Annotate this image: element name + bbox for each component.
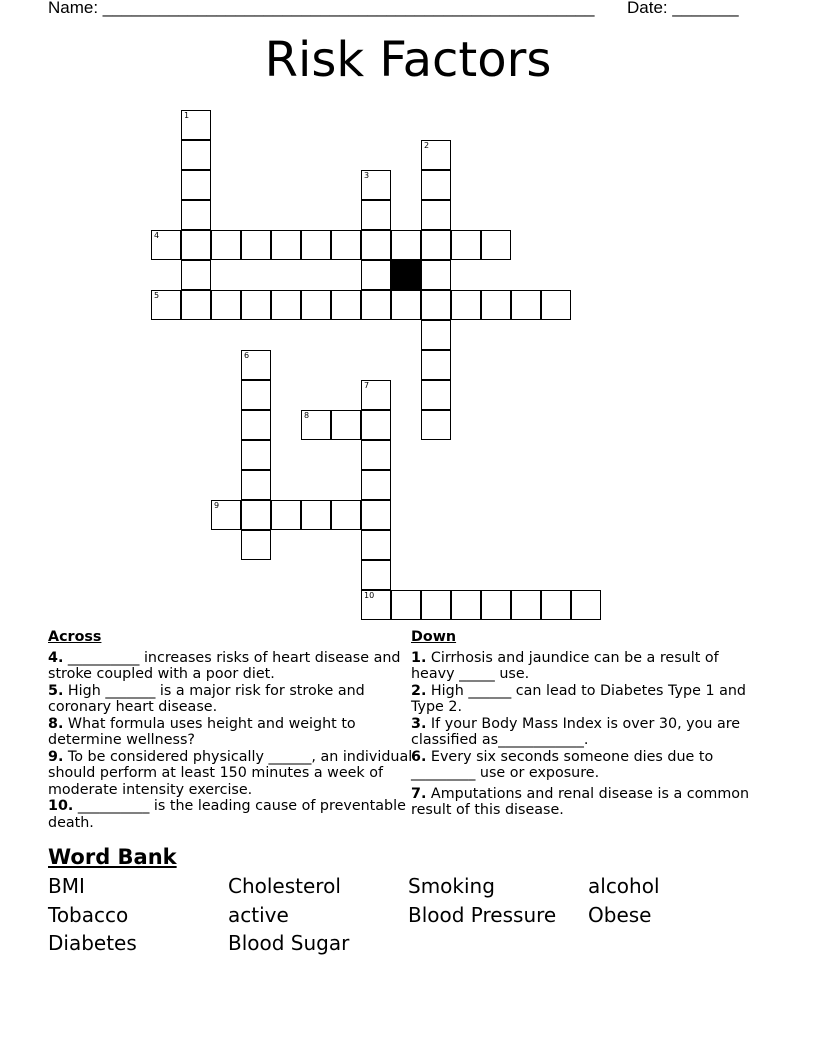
across-clues bbox=[48, 629, 413, 831]
crossword-cell[interactable] bbox=[271, 290, 301, 320]
crossword-cell[interactable] bbox=[421, 380, 451, 410]
word-bank-item: alcohol bbox=[588, 874, 660, 898]
crossword-cell[interactable] bbox=[421, 290, 451, 320]
crossword-cell[interactable] bbox=[301, 410, 331, 440]
crossword-cell[interactable] bbox=[361, 590, 391, 620]
crossword-cell[interactable] bbox=[421, 200, 451, 230]
clue-number: 8 bbox=[304, 411, 310, 420]
crossword-cell[interactable] bbox=[181, 140, 211, 170]
crossword-cell[interactable] bbox=[211, 500, 241, 530]
clue-number: 1 bbox=[184, 111, 190, 120]
clue-number: 7 bbox=[364, 381, 370, 390]
black-square bbox=[391, 260, 421, 290]
word-bank-item: Cholesterol bbox=[228, 874, 341, 898]
crossword-cell[interactable] bbox=[421, 260, 451, 290]
crossword-cell[interactable] bbox=[181, 200, 211, 230]
crossword-cell[interactable] bbox=[241, 230, 271, 260]
crossword-cell[interactable] bbox=[421, 410, 451, 440]
clue-down-7: 7. Amputations and renal disease is a common result of this disease. bbox=[411, 785, 750, 818]
clue-down-3: 3. If your Body Mass Index is over 30, you are classified as____________. bbox=[411, 715, 741, 748]
word-bank-item: Diabetes bbox=[48, 931, 137, 955]
name-field-label: Name: ____________________________________________________ bbox=[48, 0, 595, 17]
crossword-cell[interactable] bbox=[481, 290, 511, 320]
crossword-cell[interactable] bbox=[181, 170, 211, 200]
clue-number: 9 bbox=[214, 501, 220, 510]
crossword-cell[interactable] bbox=[331, 410, 361, 440]
clue-down-6: 6. Every six seconds someone dies due to _________ use or exposure. bbox=[411, 748, 714, 781]
crossword-cell[interactable] bbox=[331, 290, 361, 320]
crossword-cell[interactable] bbox=[361, 470, 391, 500]
crossword-cell[interactable] bbox=[361, 290, 391, 320]
crossword-cell[interactable] bbox=[181, 290, 211, 320]
crossword-cell[interactable] bbox=[361, 440, 391, 470]
crossword-cell[interactable] bbox=[451, 590, 481, 620]
crossword-cell[interactable] bbox=[421, 140, 451, 170]
crossword-cell[interactable] bbox=[541, 290, 571, 320]
crossword-cell[interactable] bbox=[361, 170, 391, 200]
crossword-cell[interactable] bbox=[181, 230, 211, 260]
page-title: Risk Factors bbox=[264, 32, 552, 88]
crossword-cell[interactable] bbox=[361, 380, 391, 410]
clue-across-9: 9. To be considered physically ______, an individual should perform at least 150 minutes a week of moderate intensity exercise. bbox=[48, 748, 413, 798]
down-clues bbox=[411, 629, 766, 819]
word-bank-item: Tobacco bbox=[48, 903, 129, 927]
clue-across-5: 5. High _______ is a major risk for stroke and coronary heart disease. bbox=[48, 682, 365, 715]
crossword-cell[interactable] bbox=[181, 110, 211, 140]
clue-number: 10 bbox=[364, 591, 375, 600]
clue-number: 2 bbox=[424, 141, 430, 150]
crossword-cell[interactable] bbox=[241, 500, 271, 530]
crossword-cell[interactable] bbox=[241, 470, 271, 500]
crossword-cell[interactable] bbox=[151, 230, 181, 260]
crossword-cell[interactable] bbox=[181, 260, 211, 290]
crossword-cell[interactable] bbox=[271, 230, 301, 260]
crossword-cell[interactable] bbox=[301, 290, 331, 320]
crossword-cell[interactable] bbox=[361, 560, 391, 590]
crossword-cell[interactable] bbox=[361, 230, 391, 260]
crossword-cell[interactable] bbox=[511, 590, 541, 620]
crossword-cell[interactable] bbox=[361, 260, 391, 290]
crossword-cell[interactable] bbox=[421, 230, 451, 260]
crossword-cell[interactable] bbox=[361, 200, 391, 230]
down-heading: Down bbox=[411, 629, 457, 645]
crossword-cell[interactable] bbox=[211, 230, 241, 260]
crossword-cell[interactable] bbox=[421, 590, 451, 620]
crossword-cell[interactable] bbox=[331, 230, 361, 260]
word-bank-item: active bbox=[228, 903, 289, 927]
crossword-cell[interactable] bbox=[451, 230, 481, 260]
crossword-cell[interactable] bbox=[331, 500, 361, 530]
crossword-cell[interactable] bbox=[361, 410, 391, 440]
word-bank-item: Smoking bbox=[408, 874, 495, 898]
clue-down-1: 1. Cirrhosis and jaundice can be a result of heavy _____ use. bbox=[411, 649, 719, 682]
crossword-cell[interactable] bbox=[361, 500, 391, 530]
crossword-cell[interactable] bbox=[481, 590, 511, 620]
crossword-cell[interactable] bbox=[241, 380, 271, 410]
crossword-cell[interactable] bbox=[211, 290, 241, 320]
crossword-cell[interactable] bbox=[301, 500, 331, 530]
crossword-cell[interactable] bbox=[391, 230, 421, 260]
crossword-cell[interactable] bbox=[481, 230, 511, 260]
word-bank-item: Obese bbox=[588, 903, 652, 927]
word-bank-item: Blood Sugar bbox=[228, 931, 350, 955]
crossword-cell[interactable] bbox=[151, 290, 181, 320]
crossword-cell[interactable] bbox=[241, 290, 271, 320]
crossword-cell[interactable] bbox=[241, 440, 271, 470]
crossword-cell[interactable] bbox=[541, 590, 571, 620]
crossword-cell[interactable] bbox=[571, 590, 601, 620]
clue-across-4: 4. __________ increases risks of heart disease and stroke coupled with a poor diet. bbox=[48, 649, 401, 682]
crossword-cell[interactable] bbox=[391, 590, 421, 620]
clue-number: 3 bbox=[364, 171, 370, 180]
clue-number: 6 bbox=[244, 351, 250, 360]
crossword-cell[interactable] bbox=[391, 290, 421, 320]
clue-across-10: 10. __________ is the leading cause of preventable death. bbox=[48, 798, 406, 831]
crossword-cell[interactable] bbox=[241, 530, 271, 560]
crossword-cell[interactable] bbox=[301, 230, 331, 260]
crossword-cell[interactable] bbox=[361, 530, 391, 560]
crossword-cell[interactable] bbox=[511, 290, 541, 320]
word-bank-item: Blood Pressure bbox=[408, 903, 557, 927]
clue-number: 4 bbox=[154, 231, 160, 240]
crossword-cell[interactable] bbox=[421, 170, 451, 200]
clue-across-8: 8. What formula uses height and weight to determine wellness? bbox=[48, 715, 356, 748]
crossword-cell[interactable] bbox=[241, 350, 271, 380]
word-bank-item: BMI bbox=[48, 874, 85, 898]
clue-down-2: 2. High ______ can lead to Diabetes Type 1 and Type 2. bbox=[411, 682, 746, 715]
word-bank-title: Word Bank bbox=[48, 845, 177, 869]
clue-number: 5 bbox=[154, 291, 160, 300]
crossword-cell[interactable] bbox=[421, 320, 451, 350]
date-field-label: Date: _______ bbox=[627, 0, 739, 17]
crossword-cell[interactable] bbox=[241, 410, 271, 440]
crossword-cell[interactable] bbox=[271, 500, 301, 530]
crossword-cell[interactable] bbox=[421, 350, 451, 380]
across-heading: Across bbox=[48, 629, 102, 645]
crossword-cell[interactable] bbox=[451, 290, 481, 320]
